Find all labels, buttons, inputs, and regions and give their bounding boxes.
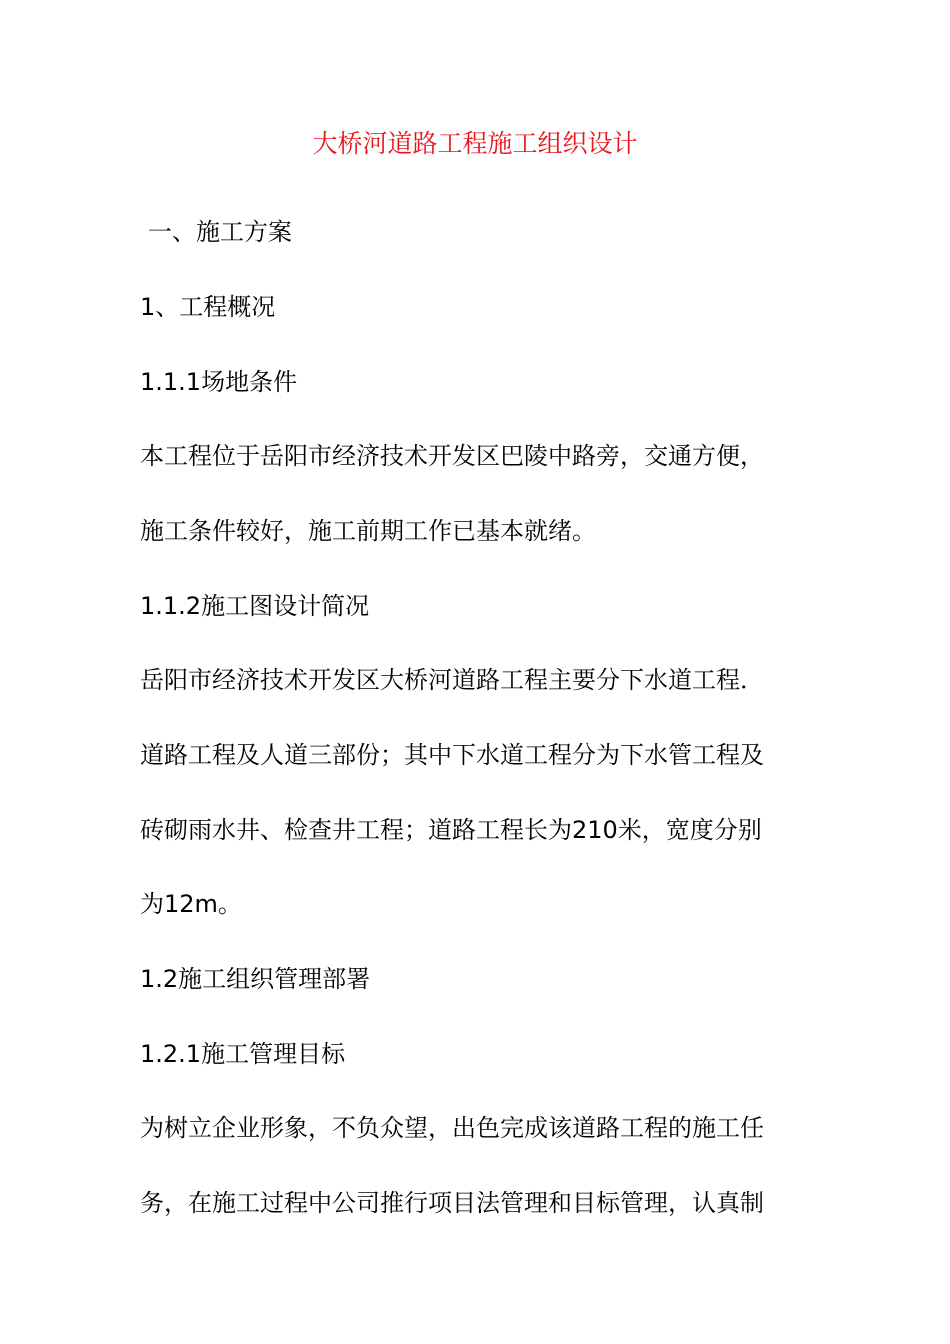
subsection-heading-design-summary: 1.1.2施工图设计简况 (140, 592, 370, 620)
section-heading-construction-plan: 一、施工方案 (148, 218, 292, 246)
paragraph-line: 为树立企业形象，不负众望，出色完成该道路工程的施工任 (140, 1114, 764, 1142)
subsection-heading-site-conditions: 1.1.1场地条件 (140, 368, 298, 396)
section-heading-project-overview: 1、工程概况 (140, 293, 276, 321)
paragraph-line: 岳阳市经济技术开发区大桥河道路工程主要分下水道工程． (140, 666, 764, 694)
subsection-heading-management-deployment: 1.2施工组织管理部署 (140, 965, 371, 993)
document-title: 大桥河道路工程施工组织设计 (312, 129, 638, 158)
paragraph-line: 道路工程及人道三部份；其中下水道工程分为下水管工程及 (140, 741, 764, 769)
paragraph-line: 本工程位于岳阳市经济技术开发区巴陵中路旁，交通方便， (140, 442, 764, 470)
subsection-heading-management-goals: 1.2.1施工管理目标 (140, 1040, 346, 1068)
paragraph-line: 务，在施工过程中公司推行项目法管理和目标管理，认真制 (140, 1189, 764, 1217)
paragraph-line: 砖砌雨水井、检查井工程；道路工程长为210米，宽度分别 (140, 816, 762, 844)
paragraph-line: 为12m。 (140, 890, 242, 918)
paragraph-line: 施工条件较好，施工前期工作已基本就绪。 (140, 517, 596, 545)
